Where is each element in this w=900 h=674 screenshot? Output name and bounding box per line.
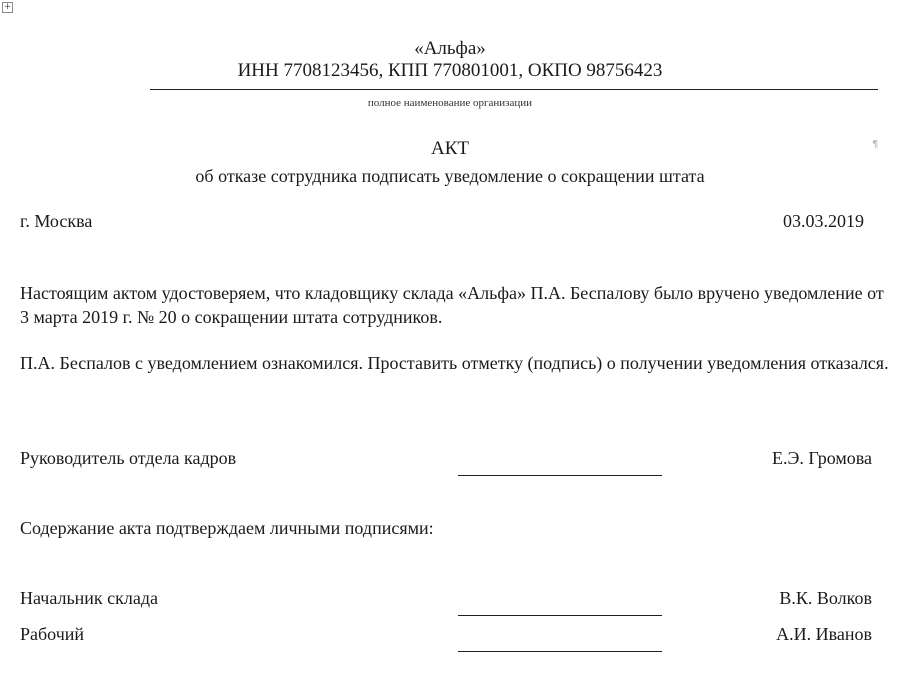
document-subtitle: об отказе сотрудника подписать уведомление о сокращении штата [195, 166, 705, 186]
paragraph-mark-icon: ¶ [872, 139, 879, 150]
witness-2-signature-line [458, 651, 662, 652]
move-handle-icon[interactable]: + [3, 2, 12, 12]
hr-head-signature-line [458, 475, 662, 476]
witness-1-name: В.К. Волков [779, 588, 872, 608]
witness-1-signature-line [458, 615, 662, 616]
confirmation-text: Содержание акта подтверждаем личными подписями: [20, 518, 434, 538]
hr-head-position: Руководитель отдела кадров [20, 448, 237, 468]
document-date: 03.03.2019 [783, 211, 864, 231]
organization-name: «Альфа» [414, 38, 486, 59]
witness-2-position: Рабочий [20, 624, 85, 644]
witness-2-name: А.И. Иванов [776, 624, 872, 644]
body-paragraph-1: Настоящим актом удостоверяем, что кладовщику склада «Альфа» П.А. Беспалову было вручено уведомление от 3 марта 2019 г. № 20 о сокращении штата сотрудников. [20, 283, 884, 327]
organization-codes: ИНН 7708123456, КПП 770801001, ОКПО 98756423 [237, 60, 663, 81]
hr-head-name: Е.Э. Громова [772, 448, 872, 468]
document-title: АКТ [431, 138, 469, 159]
body-paragraph-2: П.А. Беспалов с уведомлением ознакомился. Проставить отметку (подпись) о получении уведомления отказался. [20, 353, 889, 373]
document-city: г. Москва [20, 211, 93, 231]
organization-caption: полное наименование организации [367, 97, 533, 109]
organization-underline [150, 89, 878, 90]
witness-1-position: Начальник склада [20, 588, 159, 608]
